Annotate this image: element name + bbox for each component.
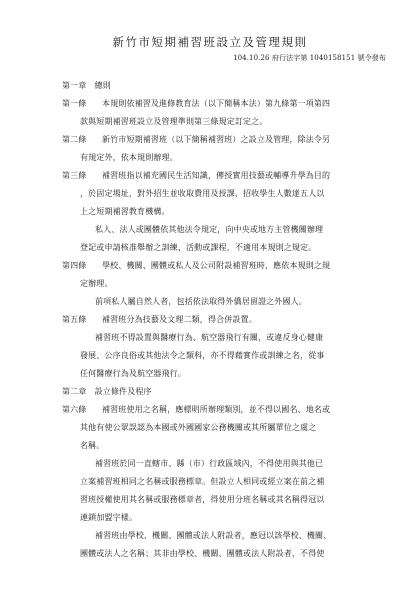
article-text: 本規則依補習及進修教育法（以下簡稱本法）第九條第一項第四 [102, 99, 331, 108]
article-label: 第五條 [62, 315, 87, 324]
article-text: 習班授權使用其名稱或服務標章者，得使用分班名稱或其名稱得冠以 [80, 495, 325, 504]
article-text: 補習班指以補充國民生活知識，傳授實用技藝或輔導升學為目的 [102, 171, 331, 180]
issued-line: 104.10.26 府行法字第 1040158151 號令發布 [233, 54, 386, 62]
article-label: 第三條 [62, 171, 87, 180]
article-text: 新竹市短期補習班（以下簡稱補習班）之設立及管理，除法令另 [102, 135, 331, 144]
article-text: 名稱。 [80, 441, 105, 450]
article-text: 其他有使公眾誤認為本國或外國國家公務機關或其所屬單位之虞之 [80, 423, 317, 432]
article-text: 補習班於同一直轄市、縣（市）行政區域內，不得使用與其他已 [95, 459, 324, 468]
article-text: 補習班不得設置與醫療行為、航空器飛行有關，或違反身心健康 [95, 333, 324, 342]
article-text: 立案補習班相同之名稱或服務標章。但設立人相同或經立案在前之補 [80, 477, 325, 486]
article-text: 上之短期補習教育機構。 [80, 207, 170, 216]
article-label: 第一條 [62, 99, 87, 108]
article-text: 有規定外，依本規則辦理。 [80, 153, 178, 162]
article-text: 登記或申請核准舉辦之訓練、活動或課程，不適用本規則之規定。 [80, 243, 317, 252]
document-title: 新竹市短期補習班設立及管理規則 [112, 35, 308, 49]
article-text: 前項私人屬自然人者，包括依法取得外僑居留證之外國人。 [95, 297, 307, 306]
article-text: 款與短期補習班設立及管理準則第三條規定訂定之。 [80, 117, 268, 126]
article-text: 補習班使用之名稱，應標明所辦理類別，並不得以國名、地名或 [102, 405, 331, 414]
article-label: 第四條 [62, 261, 87, 270]
article-text: 任何醫療行為及航空器飛行。 [80, 369, 186, 378]
article-text: 發展、公序良俗或其他法令之類科，亦不得藉實作或訓練之名，從事 [80, 351, 325, 360]
article-text: 學校、機關、團體或私人及公司附設補習班時，應依本規則之規 [102, 261, 331, 270]
article-text: 補習班由學校、機關、團體或法人附設者，應冠以該學校、機關、 [95, 531, 332, 540]
article-text: 定辦理。 [80, 279, 113, 288]
chapter-heading: 第一章 總則 [62, 81, 111, 90]
article-text: 連鎖加盟字樣。 [80, 513, 138, 522]
article-label: 第六條 [62, 405, 87, 414]
article-text: 團體或法人之名稱；其非由學校、機關、團體或法人附設者，不得使 [80, 549, 325, 558]
article-text: 補習班分為技藝及文理二類，得合併設置。 [102, 315, 257, 324]
article-text: 私人、法人或團體依其他法令規定，向中央或地方主管機關辦理 [95, 225, 324, 234]
article-label: 第二條 [62, 135, 87, 144]
chapter-heading: 第二章 設立條件及程序 [62, 387, 152, 396]
article-text: ，於固定場址，對外招生並收取費用及授課，招收學生人數達五人以 [80, 189, 325, 198]
